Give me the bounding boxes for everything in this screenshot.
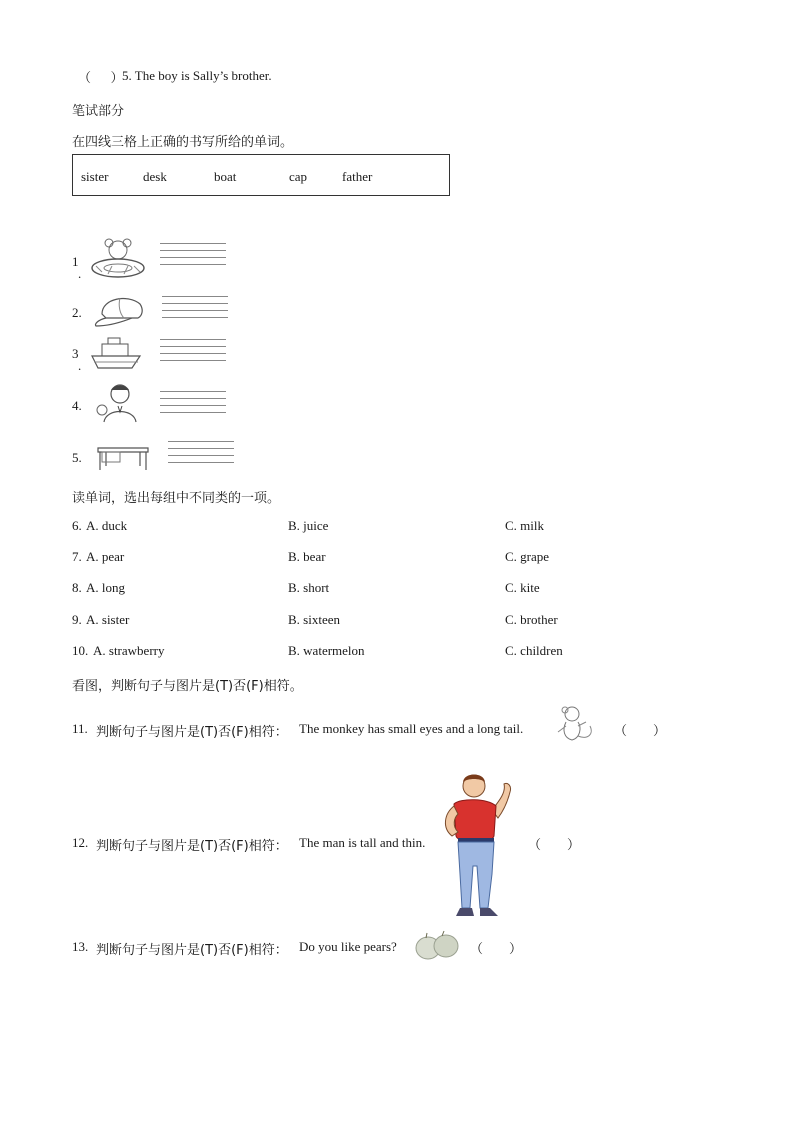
writing-lines [160,339,226,369]
question-number: 6. [72,518,82,533]
muscular-man-icon [434,770,518,922]
word-boat: boat [214,169,237,184]
monkey-icon [550,704,600,744]
father-icon [92,382,142,426]
word-box [72,154,450,196]
instruction-classify: 读单词，选出每组中不同类的一项。 [72,491,281,506]
cap-icon [92,292,148,328]
item-number: 5. [72,450,82,465]
pears-icon [412,930,462,962]
option-b: B. watermelon [288,643,365,658]
option-c: C. children [505,643,563,658]
tf-prefix: 判断句子与图片是(T)否(F)相符： [96,839,288,854]
item-number: 2. [72,305,82,320]
option-c: C. brother [505,612,558,627]
tf-sentence: The monkey has small eyes and a long tail. [299,721,524,736]
option-c: C. grape [505,549,550,564]
question-number: 8. [72,580,82,595]
question-number: 7. [72,549,82,564]
option-c: C. milk [505,518,545,533]
item-dot: . [78,358,82,373]
desk-icon [94,440,152,472]
option-a: A. duck [86,518,128,533]
item-number: 3 [72,346,79,361]
option-a: A. pear [86,549,125,564]
question-number: 9. [72,612,82,627]
tf-prefix: 判断句子与图片是(T)否(F)相符： [96,943,288,958]
writing-lines [168,441,234,471]
writing-lines [160,391,226,421]
question-number: 13. [72,939,89,954]
writing-lines [162,296,228,326]
question-5-text: 5. The boy is Sally’s brother. [122,68,272,83]
tf-sentence: Do you like pears? [299,939,397,954]
question-number: 12. [72,835,89,850]
question-number: 10. [72,643,89,658]
option-b: B. bear [288,549,326,564]
word-sister: sister [81,169,109,184]
option-b: B. sixteen [288,612,340,627]
section-title-written: 笔试部分 [72,104,125,119]
option-c: C. kite [505,580,540,595]
boat-icon [90,336,142,370]
tf-prefix: 判断句子与图片是(T)否(F)相符： [96,725,288,740]
item-dot: . [78,266,82,281]
tf-sentence: The man is tall and thin. [299,835,426,850]
item-number: 1 [72,254,79,269]
item-number: 4. [72,398,82,413]
word-father: father [342,169,373,184]
instruction-true-false: 看图，判断句子与图片是(T)否(F)相符。 [72,679,303,694]
option-b: B. juice [288,518,329,533]
answer-paren[interactable]: （ ） [470,941,523,956]
question-number: 11. [72,721,88,736]
option-a: A. sister [86,612,130,627]
option-b: B. short [288,580,330,595]
answer-paren-5: （ ） [78,70,124,85]
girl-in-swim-ring-icon [88,236,148,280]
word-cap: cap [289,169,308,184]
instruction-write: 在四线三格上正确的书写所给的单词。 [72,135,294,150]
answer-paren[interactable]: （ ） [528,837,581,852]
word-desk: desk [143,169,167,184]
writing-lines [160,243,226,273]
answer-paren[interactable]: （ ） [614,723,667,738]
option-a: A. strawberry [93,643,165,658]
option-a: A. long [86,580,125,595]
